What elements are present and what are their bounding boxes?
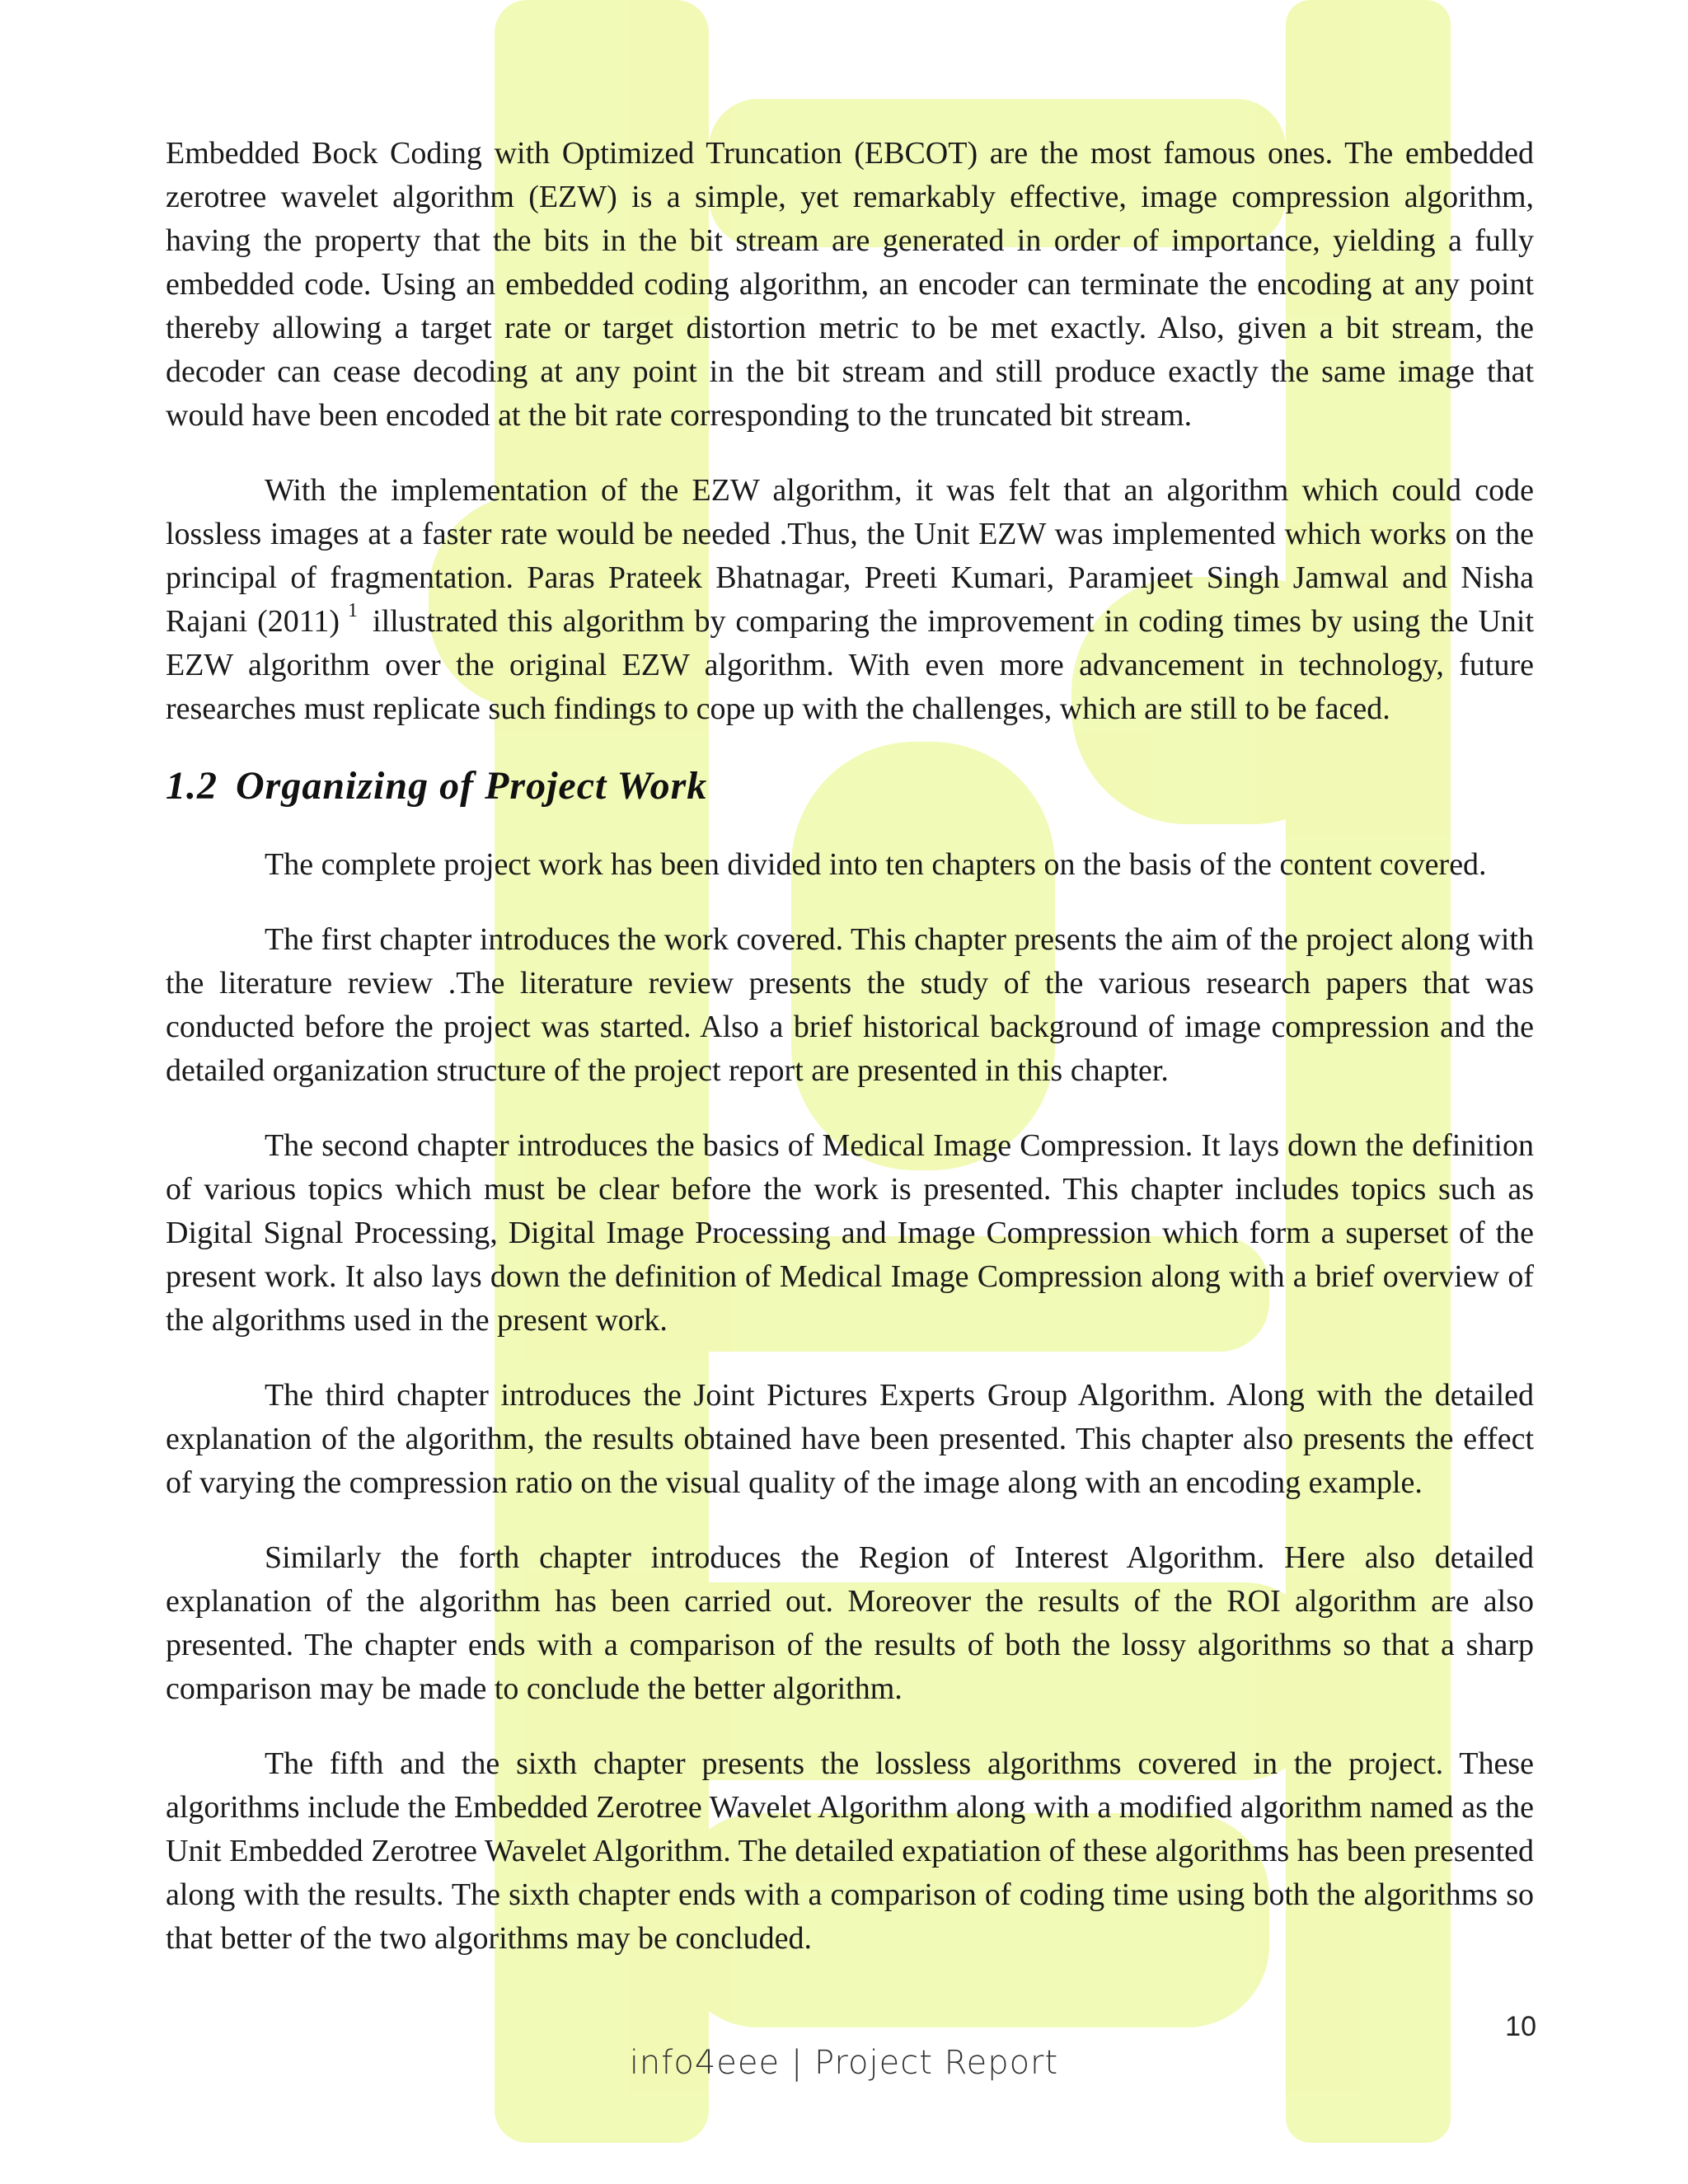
paragraph-chapter-two: The second chapter introduces the basics of Medical Image Compression. It lays down the definition of various topics which must be clear before the work is presented. This chapter includes topics such as Digital Signal Processing, Digital Image Processing and Image Compression which form a superset of the present work. It also lays down the definition of Medical Image Compression along with a brief overview of the algorithms used in the present work. [166, 1128, 1534, 1338]
paragraph-unit-ezw-before: With the implementation of the EZW algorithm, it was felt that an algorithm which could code lossless images at a faster rate would be needed .Thus, the Unit EZW was implemented which works on the principal of fragmentation. Paras Prateek Bhatnagar, Preeti Kumari, Paramjeet Singh Jamwal and Nisha Rajani (2011) [166, 473, 1534, 639]
page-number: 10 [1505, 2011, 1536, 2042]
paragraph-chapter-four: Similarly the forth chapter introduces the Region of Interest Algorithm. Here also detailed explanation of the algorithm has been carried out. Moreover the results of the ROI algorithm are also presented. The chapter ends with a comparison of the results of both the lossy algorithms so that a sharp comparison may be made to conclude the better algorithm. [166, 1540, 1534, 1706]
paragraph-ebcot-ezw: Embedded Bock Coding with Optimized Truncation (EBCOT) are the most famous ones. The embedded zerotree wavelet algorithm (EZW) is a simple, yet remarkably effective, image compression algorithm, having the property that the bits in the bit stream are generated in order of importance, yielding a fully embedded code. Using an embedded coding algorithm, an encoder can terminate the encoding at any point thereby allowing a target rate or target distortion metric to be met exactly. Also, given a bit stream, the decoder can cease decoding at any point in the bit stream and still produce exactly the same image that would have been encoded at the bit rate corresponding to the truncated bit stream. [166, 136, 1534, 433]
section-title: Organizing of Project Work [236, 764, 708, 808]
paragraph-unit-ezw [166, 469, 1534, 731]
paragraph-chapter-three: The third chapter introduces the Joint Pictures Experts Group Algorithm. Along with the detailed explanation of the algorithm, the results obtained have been presented. This chapter also presents the effect of varying the compression ratio on the visual quality of the image along with an encoding example. [166, 1378, 1534, 1500]
paragraph-chapter-five-six: The fifth and the sixth chapter presents the lossless algorithms covered in the project. These algorithms include the Embedded Zerotree Wavelet Algorithm along with a modified algorithm named as the Unit Embedded Zerotree Wavelet Algorithm. The detailed expatiation of these algorithms has been presented along with the results. The sixth chapter ends with a comparison of coding time using both the algorithms so that better of the two algorithms may be concluded. [166, 1746, 1534, 1956]
paragraph-unit-ezw-after: illustrated this algorithm by comparing the improvement in coding times by using the Unit EZW algorithm over the original EZW algorithm. With even more advancement in technology, future researches must replicate such findings to cope up with the challenges, which are still to be faced. [166, 604, 1535, 726]
document-body [166, 132, 1534, 1992]
section-heading [166, 762, 1534, 810]
paragraph-overview: The complete project work has been divided into ten chapters on the basis of the content covered. [265, 847, 1487, 882]
citation-ref: 1 [348, 600, 359, 621]
section-number: 1.2 [166, 764, 218, 808]
paragraph-chapter-one: The first chapter introduces the work covered. This chapter presents the aim of the project along with the literature review .The literature review presents the study of the various research papers that was conducted before the project was started. Also a brief historical background of image compression and the detailed organization structure of the project report are presented in this chapter. [166, 922, 1534, 1088]
page-footer: info4eee | Project Report [629, 2044, 1059, 2082]
